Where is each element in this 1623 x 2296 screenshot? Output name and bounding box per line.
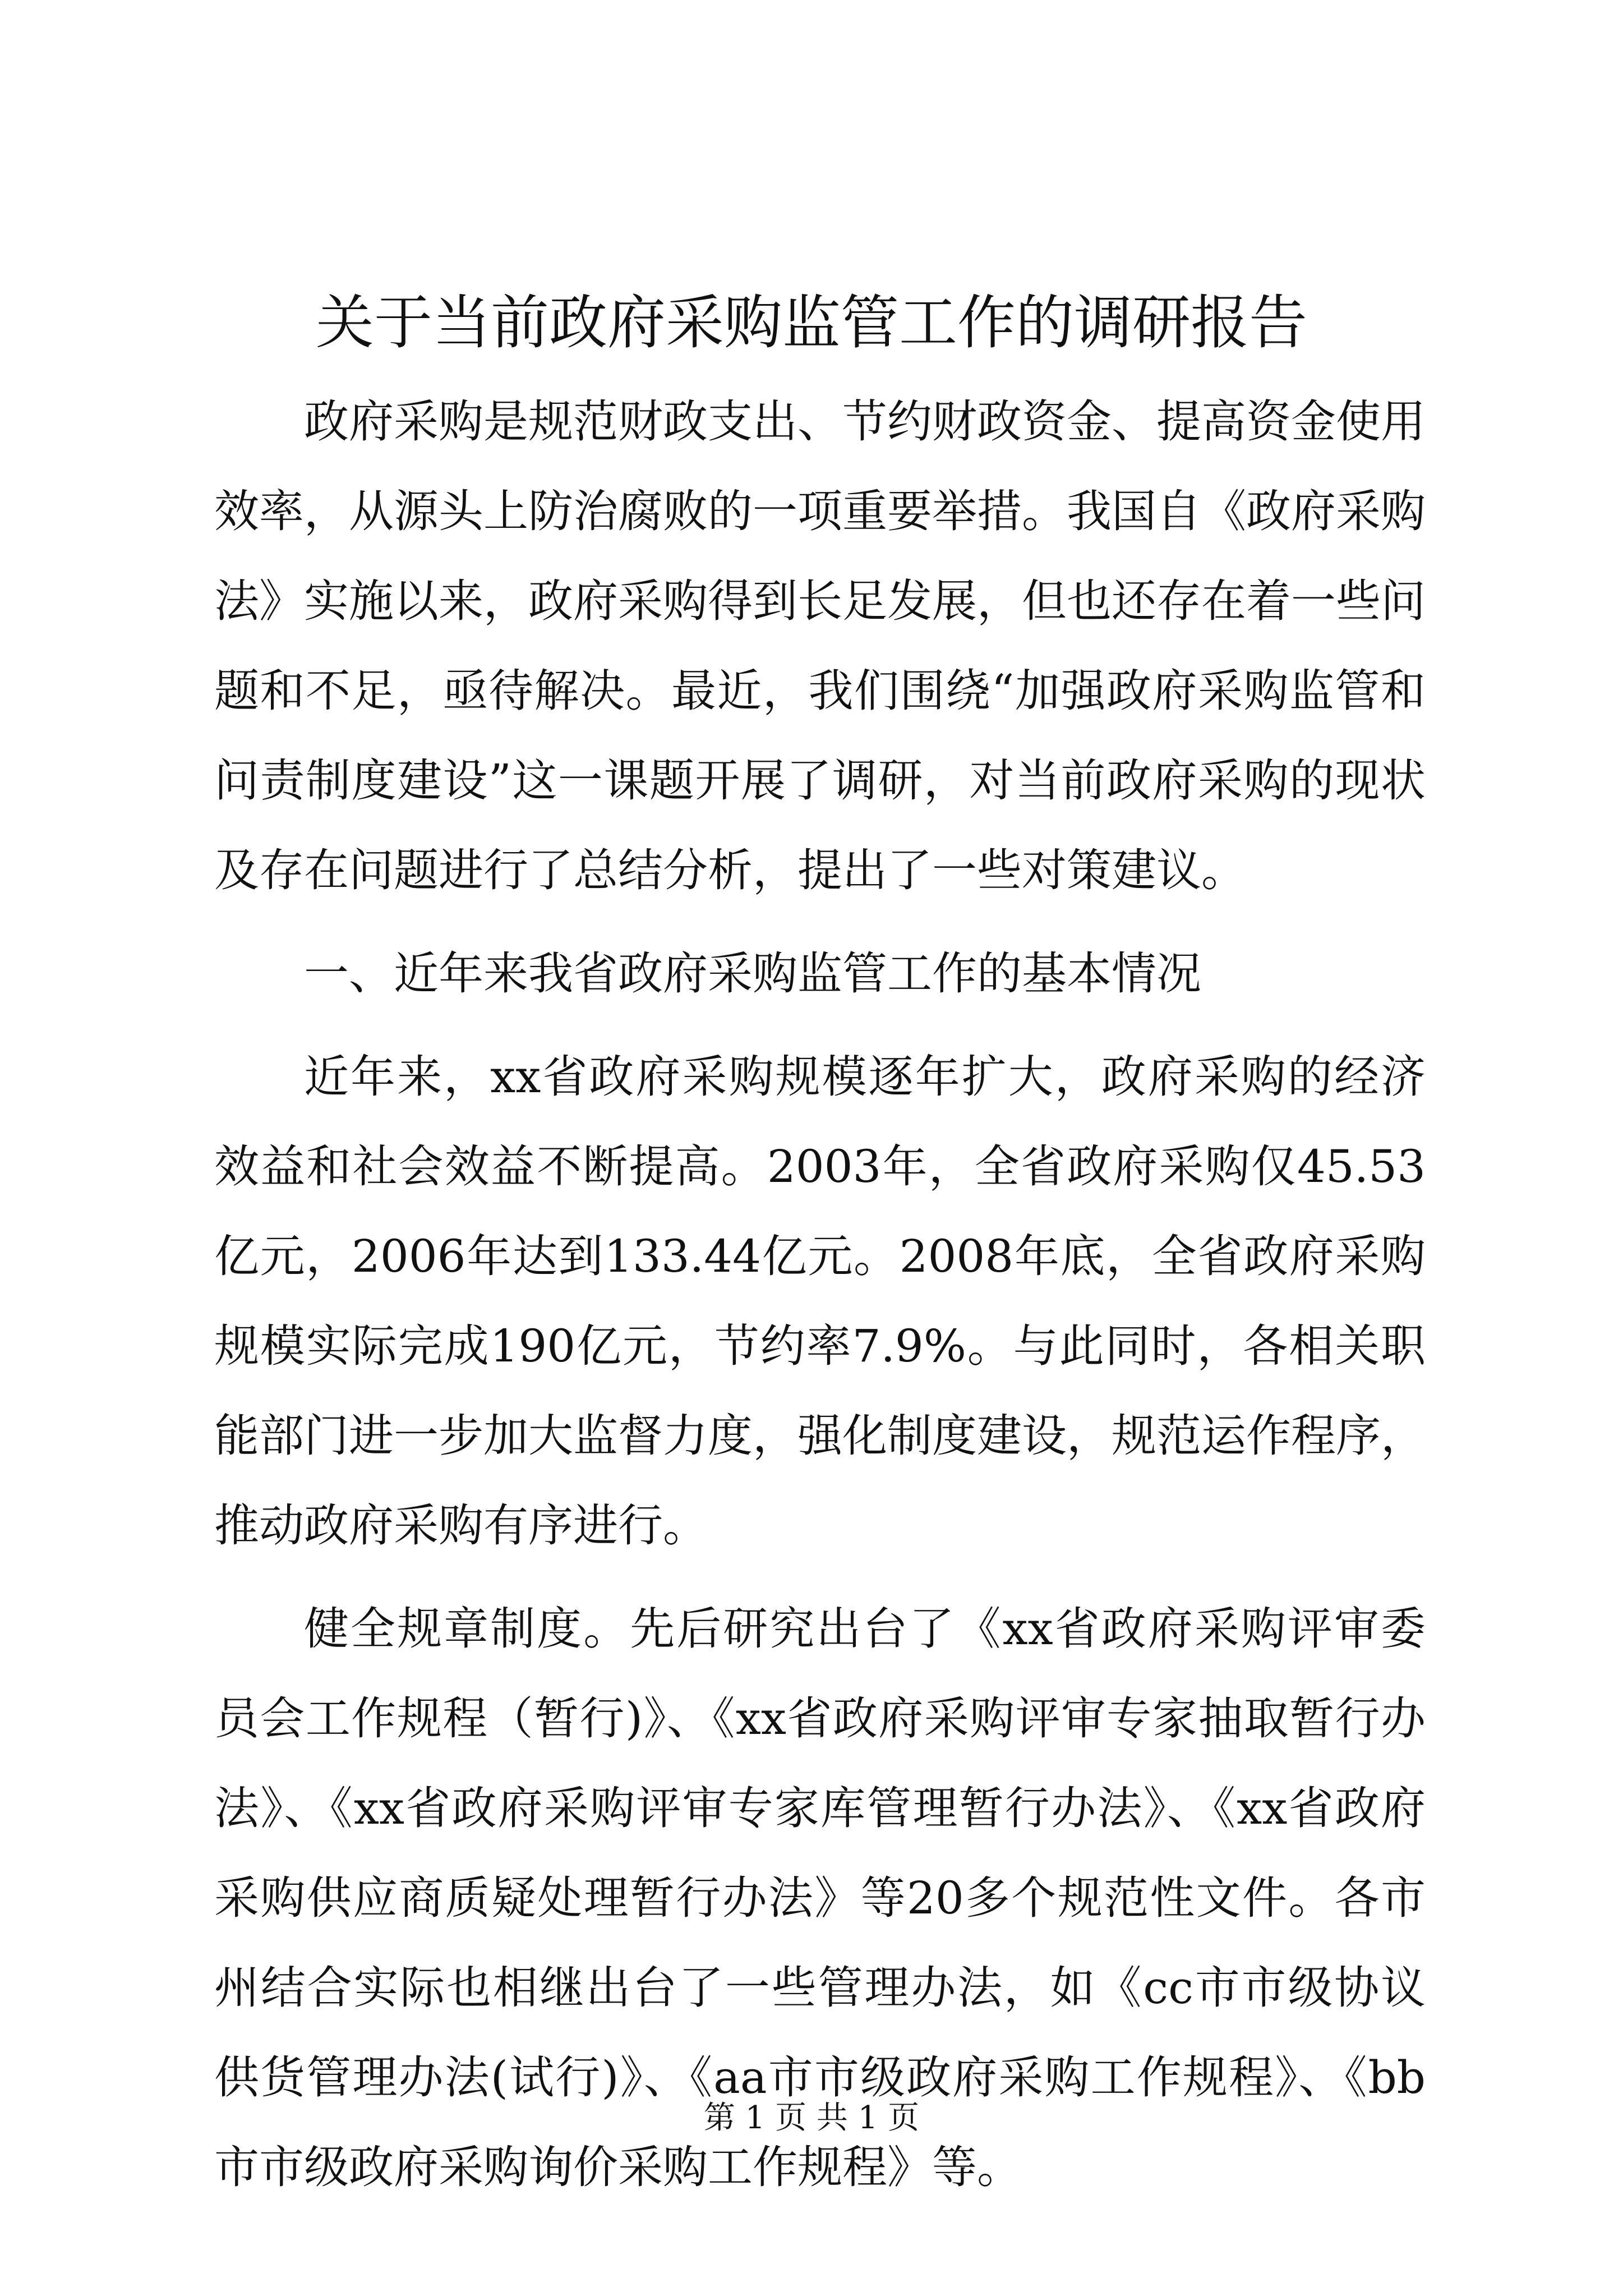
document-body — [214, 377, 1426, 2226]
regulations-paragraph: 健全规章制度。先后研究出台了《xx省政府采购评审委员会工作规程（暂行)》、《xx省政府采购评审专家抽取暂行办法》、《xx省政府采购评审专家库管理暂行办法》、《xx省政府采购供应商质疑处理暂行办法》等20多个规范性文件。各市州结合实际也相继出台了一些管理办法，如《cc市市级协议供货管理办法(试行)》、《aa市市级政府采购工作规程》、《bb市市级政府采购询价采购工作规程》等。 — [214, 1603, 1426, 2193]
document-title: 关于当前政府采购监管工作的调研报告 — [315, 288, 1307, 357]
section-heading: 一、近年来我省政府采购监管工作的基本情况 — [304, 947, 1201, 1000]
page-footer: 第 1 页 共 1 页 — [703, 2100, 920, 2136]
basic-situation-paragraph: 近年来，xx省政府采购规模逐年扩大，政府采购的经济效益和社会效益不断提高。2003年，全省政府采购仅45.53亿元，2006年达到133.44亿元。2008年底，全省政府采购规模实际完成190亿元，节约率7.9%。与此同时，各相关职能部门进一步加大监督力度，强化制度建设，规范运作程序，推动政府采购有序进行。 — [214, 1051, 1426, 1552]
intro-paragraph: 政府采购是规范财政支出、节约财政资金、提高资金使用效率，从源头上防治腐败的一项重要举措。我国自《政府采购法》实施以来，政府采购得到长足发展，但也还存在着一些问题和不足，亟待解决。最近，我们围绕“加强政府采购监管和问责制度建设”这一课题开展了调研，对当前政府采购的现状及存在问题进行了总结分析，提出了一些对策建议。 — [214, 395, 1426, 896]
